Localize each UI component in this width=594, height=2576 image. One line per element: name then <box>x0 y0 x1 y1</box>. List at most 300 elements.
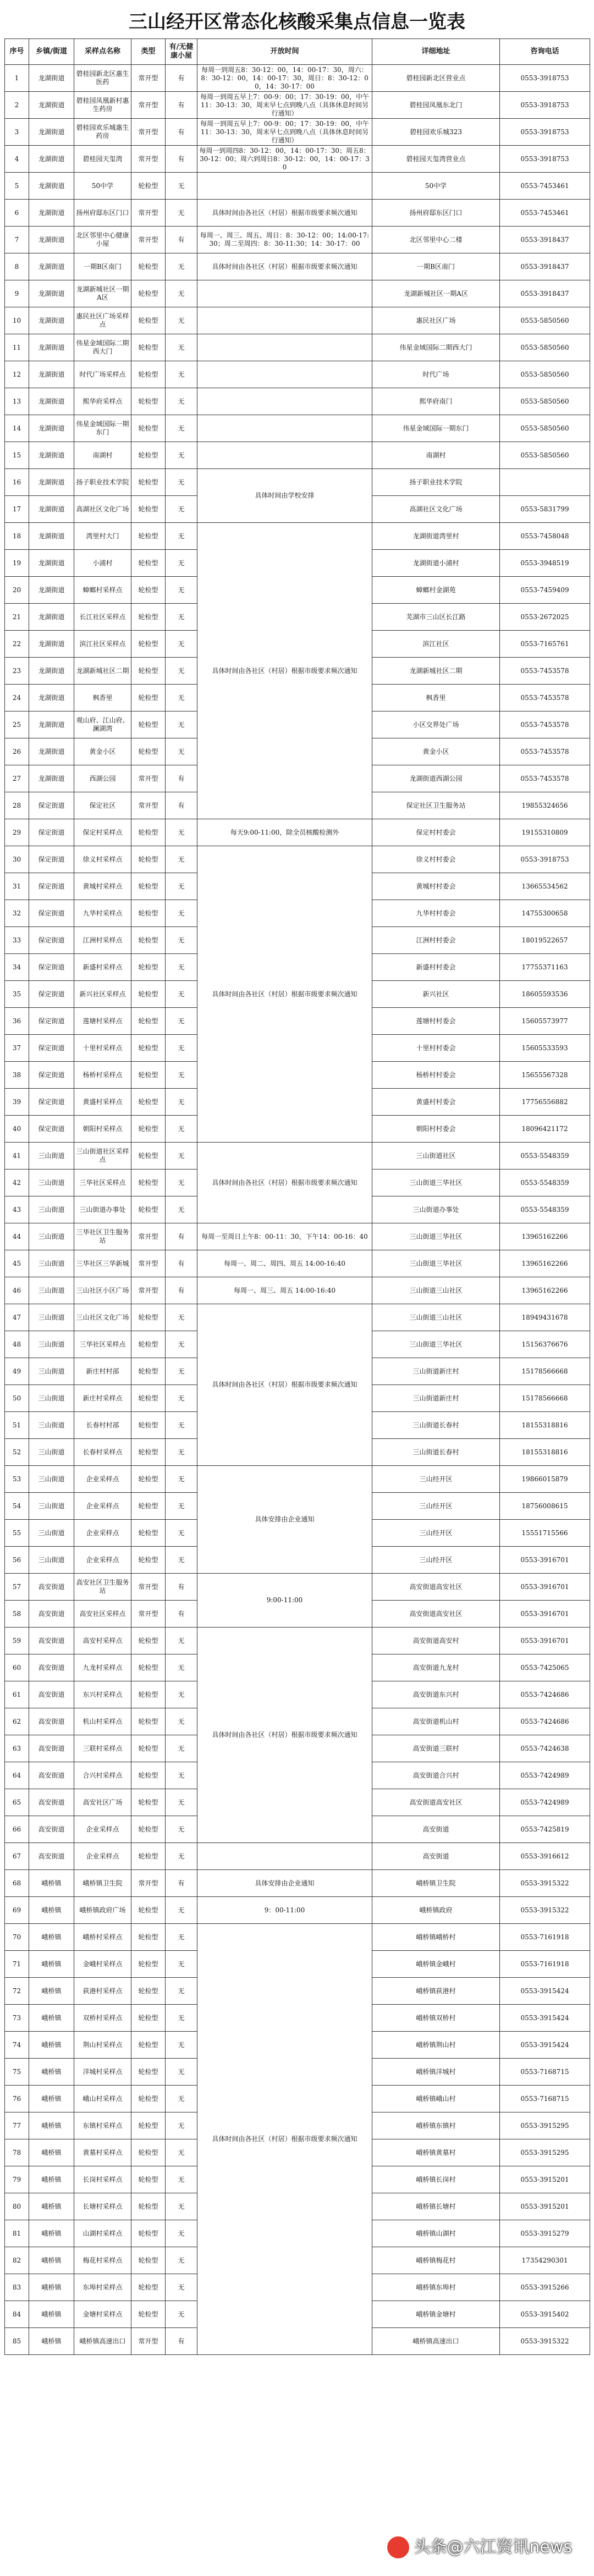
cell-street: 三山街道 <box>29 1412 74 1439</box>
cell-health-hut: 无 <box>166 334 197 361</box>
cell-address: 高安街道高安村 <box>372 1628 500 1654</box>
cell-health-hut: 无 <box>166 1089 197 1116</box>
cell-address: 高安街道 <box>372 1816 500 1843</box>
cell-site-name: 朝阳村采样点 <box>74 1116 131 1143</box>
cell-site-name: 新庄村采样点 <box>74 1385 131 1412</box>
cell-phone: 15605533593 <box>500 1035 590 1062</box>
cell-index: 59 <box>5 1628 29 1654</box>
cell-open-time-merged: 具体时间由各社区（村居）根据市级要求频次通知 <box>197 846 372 1143</box>
table-header-row <box>5 39 590 65</box>
cell-type: 轮检型 <box>131 1331 166 1358</box>
cell-index: 43 <box>5 1196 29 1223</box>
cell-health-hut: 无 <box>166 900 197 927</box>
cell-phone: 17354290301 <box>500 2247 590 2274</box>
cell-health-hut: 有 <box>166 765 197 792</box>
cell-type: 轮检型 <box>131 2220 166 2247</box>
cell-index: 67 <box>5 1843 29 1870</box>
cell-index: 32 <box>5 900 29 927</box>
cell-address: 峨桥镇金塘村 <box>372 2301 500 2328</box>
cell-site-name: 企业采样点 <box>74 1520 131 1547</box>
cell-health-hut: 无 <box>166 280 197 307</box>
cell-phone: 14755300658 <box>500 900 590 927</box>
cell-index: 33 <box>5 927 29 954</box>
cell-site-name: 滨江社区采样点 <box>74 631 131 658</box>
cell-index: 23 <box>5 658 29 685</box>
cell-street: 龙湖街道 <box>29 119 74 146</box>
cell-health-hut: 无 <box>166 1062 197 1089</box>
cell-street: 龙湖街道 <box>29 685 74 711</box>
cell-phone: 18605593536 <box>500 981 590 1008</box>
cell-phone: 0553-3918753 <box>500 846 590 873</box>
cell-index: 84 <box>5 2301 29 2328</box>
cell-site-name: 黄城村采样点 <box>74 873 131 900</box>
cell-street: 峨桥镇 <box>29 2059 74 2086</box>
cell-address: 峨桥镇梅花村 <box>372 2247 500 2274</box>
cell-street: 龙湖街道 <box>29 146 74 173</box>
cell-street: 龙湖街道 <box>29 92 74 119</box>
cell-phone: 0553-3918753 <box>500 119 590 146</box>
cell-type: 轮检型 <box>131 2166 166 2193</box>
cell-phone: 0553-7161918 <box>500 1951 590 1978</box>
cell-street: 高安街道 <box>29 1601 74 1628</box>
cell-phone: 17755371163 <box>500 954 590 981</box>
cell-street: 龙湖街道 <box>29 631 74 658</box>
cell-index: 75 <box>5 2059 29 2086</box>
cell-address: 三山街道长春村 <box>372 1439 500 1466</box>
cell-type: 轮检型 <box>131 1708 166 1735</box>
cell-street: 三山街道 <box>29 1250 74 1277</box>
cell-health-hut: 有 <box>166 119 197 146</box>
cell-street: 峨桥镇 <box>29 1951 74 1978</box>
cell-address: 高安街道 <box>372 1843 500 1870</box>
cell-phone: 0553-7453578 <box>500 711 590 738</box>
cell-index: 83 <box>5 2274 29 2301</box>
cell-site-name: 金塘村采样点 <box>74 2301 131 2328</box>
cell-address: 峨桥镇山湖村 <box>372 2220 500 2247</box>
cell-street: 龙湖街道 <box>29 469 74 496</box>
cell-street: 高安街道 <box>29 1789 74 1816</box>
cell-index: 40 <box>5 1116 29 1143</box>
cell-site-name: 九龙村采样点 <box>74 1654 131 1681</box>
cell-site-name: 龙湖新城社区二期 <box>74 658 131 685</box>
cell-health-hut: 无 <box>166 2193 197 2220</box>
cell-health-hut: 无 <box>166 2005 197 2032</box>
cell-street: 高安街道 <box>29 1708 74 1735</box>
cell-index: 14 <box>5 415 29 442</box>
cell-health-hut: 无 <box>166 1493 197 1520</box>
cell-address: 峨桥镇政府 <box>372 1897 500 1924</box>
cell-health-hut: 无 <box>166 711 197 738</box>
table-row <box>5 1143 590 1170</box>
cell-site-name: 徐义村采样点 <box>74 846 131 873</box>
cell-open-time <box>197 442 372 469</box>
cell-type: 常开型 <box>131 146 166 173</box>
cell-index: 57 <box>5 1574 29 1601</box>
cell-type: 轮检型 <box>131 334 166 361</box>
cell-health-hut: 无 <box>166 469 197 496</box>
cell-address: 三山街道三山社区 <box>372 1277 500 1304</box>
cell-address: 峨桥镇峨山村 <box>372 2086 500 2112</box>
table-row <box>5 1843 590 1870</box>
cell-open-time-merged: 具体时间由各社区（村居）根据市级要求频次通知 <box>197 1924 372 2355</box>
header-phone: 咨询电话 <box>500 39 590 65</box>
cell-index: 3 <box>5 119 29 146</box>
cell-type: 轮检型 <box>131 2059 166 2086</box>
table-row <box>5 819 590 846</box>
cell-phone: 0553-5850560 <box>500 334 590 361</box>
cell-health-hut: 无 <box>166 200 197 227</box>
cell-street: 峨桥镇 <box>29 2139 74 2166</box>
cell-street: 三山街道 <box>29 1143 74 1170</box>
cell-index: 55 <box>5 1520 29 1547</box>
cell-type: 轮检型 <box>131 1358 166 1385</box>
cell-address: 三山街道社区 <box>372 1143 500 1170</box>
cell-phone: 0553-3915424 <box>500 2005 590 2032</box>
cell-site-name: 黄盛村采样点 <box>74 1089 131 1116</box>
cell-index: 72 <box>5 1978 29 2005</box>
cell-health-hut: 无 <box>166 2274 197 2301</box>
cell-type: 轮检型 <box>131 2112 166 2139</box>
cell-address: 龙湖街道西湖公园 <box>372 765 500 792</box>
cell-site-name: 合兴村采样点 <box>74 1762 131 1789</box>
cell-type: 常开型 <box>131 1277 166 1304</box>
cell-index: 6 <box>5 200 29 227</box>
cell-index: 81 <box>5 2220 29 2247</box>
cell-type: 轮检型 <box>131 469 166 496</box>
cell-address: 三山经开区 <box>372 1466 500 1493</box>
cell-index: 36 <box>5 1008 29 1035</box>
cell-street: 保定街道 <box>29 1089 74 1116</box>
cell-phone: 0553-3916701 <box>500 1547 590 1574</box>
cell-address: 峨桥镇荻港村 <box>372 1978 500 2005</box>
table-body <box>5 65 590 2355</box>
cell-address: 枫香里 <box>372 685 500 711</box>
cell-open-time: 具体时间由各社区（村居）根据市级要求频次通知 <box>197 253 372 280</box>
cell-type: 轮检型 <box>131 442 166 469</box>
cell-site-name: 企业采样点 <box>74 1493 131 1520</box>
cell-type: 轮检型 <box>131 954 166 981</box>
cell-health-hut: 无 <box>166 253 197 280</box>
cell-type: 常开型 <box>131 65 166 92</box>
cell-site-name: 三华社区采样点 <box>74 1331 131 1358</box>
cell-index: 71 <box>5 1951 29 1978</box>
cell-address: 峨桥镇峨桥村 <box>372 1924 500 1951</box>
cell-address: 伟星金域国际一期东门 <box>372 415 500 442</box>
cell-address: 杨桥村村委会 <box>372 1062 500 1089</box>
cell-type: 轮检型 <box>131 1089 166 1116</box>
cell-site-name: 峨桥镇高速出口 <box>74 2328 131 2355</box>
watermark-text: 头条@六江资讯news <box>414 2537 572 2557</box>
cell-address: 十里村村委会 <box>372 1035 500 1062</box>
cell-phone: 0553-3915295 <box>500 2139 590 2166</box>
cell-site-name: 新兴社区采样点 <box>74 981 131 1008</box>
table-row <box>5 119 590 146</box>
cell-street: 峨桥镇 <box>29 2005 74 2032</box>
cell-address: 南湖村 <box>372 442 500 469</box>
cell-index: 21 <box>5 604 29 631</box>
cell-health-hut: 无 <box>166 1439 197 1466</box>
cell-address: 扬州府邸东区门口 <box>372 200 500 227</box>
cell-phone: 0553-3915201 <box>500 2166 590 2193</box>
cell-health-hut: 无 <box>166 1789 197 1816</box>
cell-phone: 0553-3918437 <box>500 227 590 253</box>
cell-street: 保定街道 <box>29 1062 74 1089</box>
cell-phone: 0553-3915322 <box>500 1897 590 1924</box>
table-row <box>5 1250 590 1277</box>
cell-phone: 19866015879 <box>500 1466 590 1493</box>
cell-phone: 18155318816 <box>500 1412 590 1439</box>
cell-site-name: 新盛村采样点 <box>74 954 131 981</box>
cell-type: 轮检型 <box>131 1439 166 1466</box>
cell-phone: 0553-7424686 <box>500 1708 590 1735</box>
cell-index: 37 <box>5 1035 29 1062</box>
cell-address: 50中学 <box>372 173 500 200</box>
cell-address: 三山经开区 <box>372 1547 500 1574</box>
cell-health-hut: 无 <box>166 1978 197 2005</box>
cell-health-hut: 有 <box>166 65 197 92</box>
cell-phone: 0553-7168715 <box>500 2086 590 2112</box>
cell-health-hut: 无 <box>166 631 197 658</box>
cell-health-hut: 无 <box>166 1654 197 1681</box>
cell-index: 27 <box>5 765 29 792</box>
cell-site-name: 熙华府采样点 <box>74 388 131 415</box>
cell-street: 高安街道 <box>29 1735 74 1762</box>
cell-type: 轮检型 <box>131 819 166 846</box>
cell-address: 高安街道三联村 <box>372 1735 500 1762</box>
cell-type: 轮检型 <box>131 280 166 307</box>
cell-type: 常开型 <box>131 765 166 792</box>
cell-site-name: 三山社区小区广场 <box>74 1277 131 1304</box>
cell-address: 莲塘村村委会 <box>372 1008 500 1035</box>
cell-type: 轮检型 <box>131 1789 166 1816</box>
cell-type: 轮检型 <box>131 1466 166 1493</box>
cell-address: 江洲村村委会 <box>372 927 500 954</box>
cell-health-hut: 有 <box>166 1574 197 1601</box>
cell-open-time <box>197 388 372 415</box>
cell-open-time: 每周一到周五早上7：00-9：00；17：30-19：00，中午11：30-13：30，周末早七点到晚八点（具体休息时间另行通知） <box>197 119 372 146</box>
cell-index: 25 <box>5 711 29 738</box>
cell-site-name: 荻港村采样点 <box>74 1978 131 2005</box>
table-row <box>5 1277 590 1304</box>
cell-index: 62 <box>5 1708 29 1735</box>
cell-street: 保定街道 <box>29 1116 74 1143</box>
cell-type: 轮检型 <box>131 711 166 738</box>
cell-health-hut: 无 <box>166 1331 197 1358</box>
cell-health-hut: 无 <box>166 1628 197 1654</box>
cell-site-name: 西湖公园 <box>74 765 131 792</box>
cell-index: 1 <box>5 65 29 92</box>
cell-open-time-merged: 每天9:00-11:00，除全员核酸检测外 <box>197 819 372 846</box>
cell-type: 常开型 <box>131 1574 166 1601</box>
cell-site-name: 新庄村村部 <box>74 1358 131 1385</box>
cell-street: 高安街道 <box>29 1762 74 1789</box>
cell-type: 轮检型 <box>131 1062 166 1089</box>
cell-phone: 13965162266 <box>500 1277 590 1304</box>
cell-address: 三山街道三山社区 <box>372 1304 500 1331</box>
cell-index: 61 <box>5 1681 29 1708</box>
cell-phone: 0553-7453461 <box>500 173 590 200</box>
cell-type: 轮检型 <box>131 604 166 631</box>
cell-type: 轮检型 <box>131 1735 166 1762</box>
cell-site-name: 荆山村采样点 <box>74 2032 131 2059</box>
cell-address: 三山街道新庄村 <box>372 1385 500 1412</box>
cell-index: 53 <box>5 1466 29 1493</box>
cell-phone: 0553-3918437 <box>500 280 590 307</box>
cell-index: 35 <box>5 981 29 1008</box>
cell-health-hut: 无 <box>166 1116 197 1143</box>
cell-open-time <box>197 361 372 388</box>
cell-site-name: 观山府、江山府、澜湖湾 <box>74 711 131 738</box>
cell-phone: 0553-7161918 <box>500 1924 590 1951</box>
cell-health-hut: 有 <box>166 2328 197 2355</box>
cell-street: 龙湖街道 <box>29 227 74 253</box>
cell-street: 龙湖街道 <box>29 550 74 577</box>
cell-type: 轮检型 <box>131 496 166 523</box>
cell-type: 轮检型 <box>131 1951 166 1978</box>
cell-site-name: 碧桂园欢乐城惠生药房 <box>74 119 131 146</box>
table-row <box>5 92 590 119</box>
cell-phone: 0553-3916701 <box>500 1628 590 1654</box>
cell-health-hut: 无 <box>166 1304 197 1331</box>
cell-address: 峨桥镇东埠村 <box>372 2274 500 2301</box>
cell-street: 三山街道 <box>29 1520 74 1547</box>
cell-index: 66 <box>5 1816 29 1843</box>
cell-address: 峨桥镇高速出口 <box>372 2328 500 2355</box>
table-row <box>5 523 590 550</box>
cell-site-name: 枫香里 <box>74 685 131 711</box>
cell-street: 龙湖街道 <box>29 415 74 442</box>
cell-type: 常开型 <box>131 1223 166 1250</box>
cell-type: 轮检型 <box>131 1196 166 1223</box>
cell-type: 轮检型 <box>131 1412 166 1439</box>
cell-health-hut: 无 <box>166 2301 197 2328</box>
cell-type: 轮检型 <box>131 900 166 927</box>
cell-street: 三山街道 <box>29 1331 74 1358</box>
cell-index: 69 <box>5 1897 29 1924</box>
cell-phone: 13665534562 <box>500 873 590 900</box>
table-row <box>5 388 590 415</box>
cell-site-name: 三华社区三华新城 <box>74 1250 131 1277</box>
cell-index: 60 <box>5 1654 29 1681</box>
cell-index: 76 <box>5 2086 29 2112</box>
table-row <box>5 227 590 253</box>
cell-index: 50 <box>5 1385 29 1412</box>
cell-phone: 0553-5850560 <box>500 388 590 415</box>
table-row <box>5 1897 590 1924</box>
logo-icon <box>387 2536 409 2558</box>
cell-street: 龙湖街道 <box>29 334 74 361</box>
cell-health-hut: 无 <box>166 577 197 604</box>
cell-type: 轮检型 <box>131 846 166 873</box>
cell-phone: 0553-3918753 <box>500 92 590 119</box>
cell-index: 31 <box>5 873 29 900</box>
cell-street: 三山街道 <box>29 1385 74 1412</box>
cell-street: 保定街道 <box>29 846 74 873</box>
cell-street: 三山街道 <box>29 1223 74 1250</box>
cell-street: 龙湖街道 <box>29 658 74 685</box>
table-row <box>5 442 590 469</box>
cell-site-name: 扬州府邸东区门口 <box>74 200 131 227</box>
cell-street: 峨桥镇 <box>29 2032 74 2059</box>
cell-phone: 0553-3915295 <box>500 2112 590 2139</box>
cell-health-hut: 无 <box>166 2032 197 2059</box>
table-row <box>5 65 590 92</box>
cell-site-name: 高安村采样点 <box>74 1628 131 1654</box>
cell-street: 龙湖街道 <box>29 711 74 738</box>
table-row <box>5 200 590 227</box>
cell-site-name: 湾里村大门 <box>74 523 131 550</box>
cell-index: 74 <box>5 2032 29 2059</box>
cell-site-name: 峨山村采样点 <box>74 2086 131 2112</box>
cell-site-name: 三联村采样点 <box>74 1735 131 1762</box>
cell-type: 轮检型 <box>131 2139 166 2166</box>
cell-street: 峨桥镇 <box>29 1897 74 1924</box>
cell-address: 保定社区卫生服务站 <box>372 792 500 819</box>
cell-address: 扬子职业技术学院 <box>372 469 500 496</box>
cell-index: 16 <box>5 469 29 496</box>
cell-index: 26 <box>5 738 29 765</box>
cell-site-name: 南湖村 <box>74 442 131 469</box>
cell-address: 熙华府南门 <box>372 388 500 415</box>
cell-address: 高安街道九龙村 <box>372 1654 500 1681</box>
cell-phone: 19155310809 <box>500 819 590 846</box>
cell-street: 保定街道 <box>29 819 74 846</box>
cell-index: 29 <box>5 819 29 846</box>
cell-health-hut: 有 <box>166 1223 197 1250</box>
cell-type: 轮检型 <box>131 927 166 954</box>
cell-site-name: 碧桂园凤凰新村惠生药房 <box>74 92 131 119</box>
cell-site-name: 企业采样点 <box>74 1816 131 1843</box>
cell-site-name: 峨桥镇卫生院 <box>74 1870 131 1897</box>
cell-address: 峨桥镇双桥村 <box>372 2005 500 2032</box>
cell-address: 龙湖街道小浦村 <box>372 550 500 577</box>
cell-index: 45 <box>5 1250 29 1277</box>
cell-health-hut: 无 <box>166 2166 197 2193</box>
cell-type: 轮检型 <box>131 550 166 577</box>
cell-address: 峨桥镇荆山村 <box>372 2032 500 2059</box>
cell-open-time: 每周一、周三、周五 14:00-16:40 <box>197 1277 372 1304</box>
cell-site-name: 九华村采样点 <box>74 900 131 927</box>
cell-phone: 0553-5850560 <box>500 361 590 388</box>
cell-open-time-merged: 具体时间由各社区（村居）根据市级要求频次通知 <box>197 1628 372 1843</box>
cell-street: 高安街道 <box>29 1574 74 1601</box>
cell-street: 峨桥镇 <box>29 2328 74 2355</box>
cell-type: 轮检型 <box>131 2247 166 2274</box>
cell-open-time <box>197 307 372 334</box>
cell-health-hut: 无 <box>166 1951 197 1978</box>
cell-open-time <box>197 280 372 307</box>
cell-site-name: 长塘村采样点 <box>74 2193 131 2220</box>
cell-type: 轮检型 <box>131 1493 166 1520</box>
table-row <box>5 334 590 361</box>
cell-site-name: 时代广场采样点 <box>74 361 131 388</box>
cell-street: 龙湖街道 <box>29 280 74 307</box>
cell-type: 轮检型 <box>131 1816 166 1843</box>
cell-street: 龙湖街道 <box>29 65 74 92</box>
cell-address: 北区邻里中心二楼 <box>372 227 500 253</box>
cell-type: 轮检型 <box>131 1978 166 2005</box>
cell-type: 轮检型 <box>131 631 166 658</box>
table-row <box>5 469 590 496</box>
cell-type: 轮检型 <box>131 1143 166 1170</box>
cell-phone: 0553-7168715 <box>500 2059 590 2086</box>
cell-street: 保定街道 <box>29 954 74 981</box>
cell-type: 常开型 <box>131 2328 166 2355</box>
cell-index: 42 <box>5 1170 29 1196</box>
cell-site-name: 高湖社区文化广场 <box>74 496 131 523</box>
table-row <box>5 1628 590 1654</box>
cell-index: 22 <box>5 631 29 658</box>
